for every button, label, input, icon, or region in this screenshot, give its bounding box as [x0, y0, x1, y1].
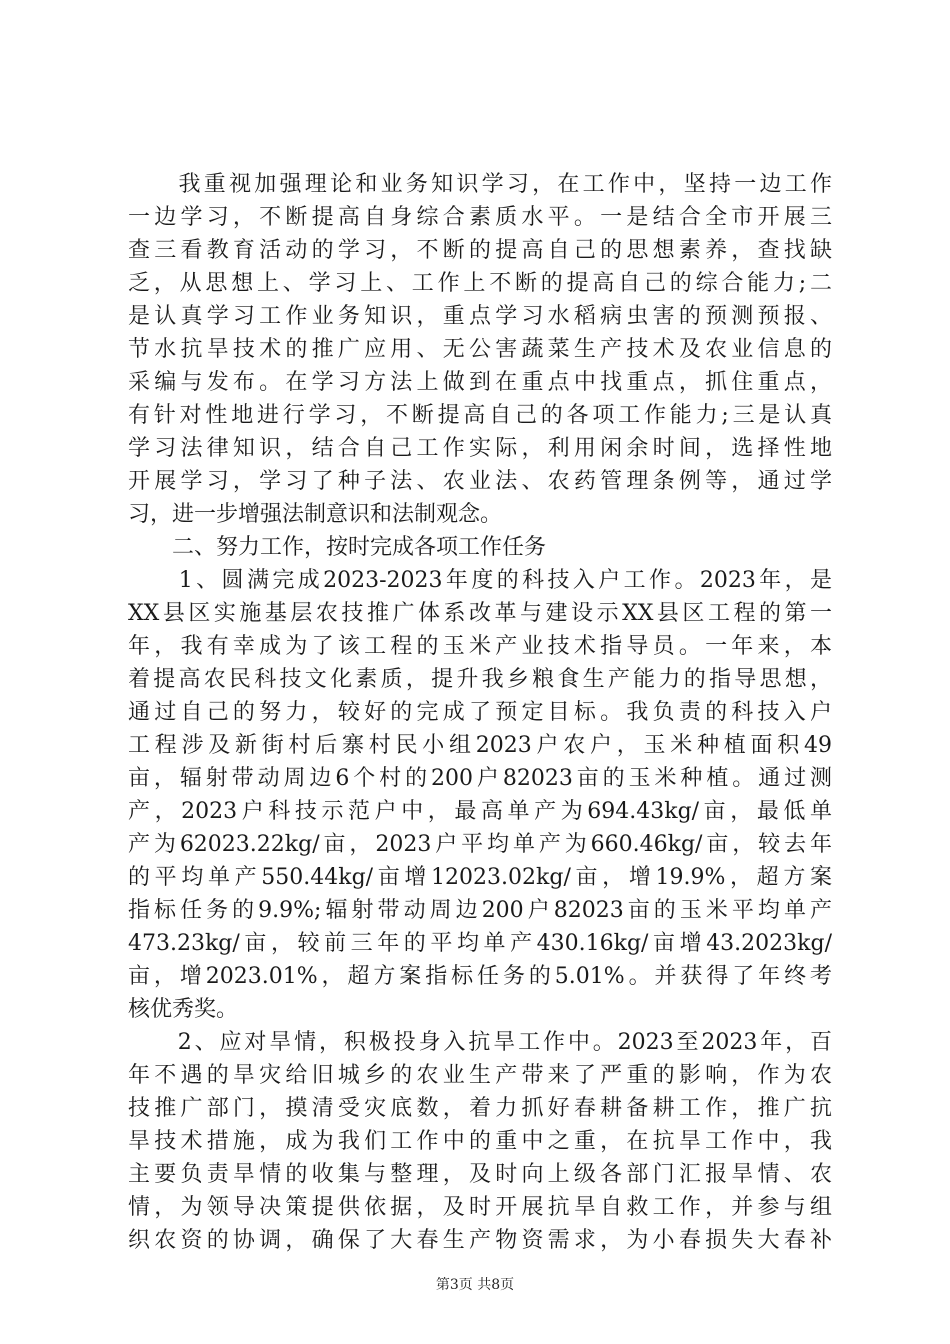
- text-line: 473.23kg/亩，较前三年的平均单产430.16kg/亩增43.2023kg/: [128, 931, 832, 956]
- text-line: 1、圆满完成2023-2023年度的科技入户工作。2023年，是: [128, 568, 832, 593]
- text-line: 主要负责旱情的收集与整理，及时向上级各部门汇报旱情、农: [128, 1162, 832, 1187]
- text-line: 亩，辐射带动周边6个村的200户82023亩的玉米种植。通过测: [128, 766, 832, 791]
- text-line: 年，我有幸成为了该工程的玉米产业技术指导员。一年来，本: [128, 634, 832, 659]
- text-line: 我重视加强理论和业务知识学习，在工作中，坚持一边工作: [128, 172, 832, 197]
- text-line: 有针对性地进行学习，不断提高自己的各项工作能力;三是认真: [128, 403, 832, 428]
- text-line: 织农资的协调，确保了大春生产物资需求，为小春损失大春补: [128, 1228, 832, 1253]
- text-line: 产，2023户科技示范户中，最高单产为694.43kg/亩，最低单: [128, 799, 832, 824]
- text-line: 年不遇的旱灾给旧城乡的农业生产带来了严重的影响，作为农: [128, 1063, 832, 1088]
- text-line: 乏，从思想上、学习上、工作上不断的提高自己的综合能力;二: [128, 271, 832, 296]
- text-line: 产为62023.22kg/亩，2023户平均单产为660.46kg/亩，较去年: [128, 832, 832, 857]
- text-line: 节水抗旱技术的推广应用、无公害蔬菜生产技术及农业信息的: [128, 337, 832, 362]
- text-line: 采编与发布。在学习方法上做到在重点中找重点，抓住重点，: [128, 370, 832, 395]
- text-line: 学习法律知识，结合自己工作实际，利用闲余时间，选择性地: [128, 436, 832, 461]
- text-line: 核优秀奖。: [128, 997, 239, 1022]
- text-line: 情，为领导决策提供依据，及时开展抗旱自救工作，并参与组: [128, 1195, 832, 1220]
- text-line: 查三看教育活动的学习，不断的提高自己的思想素养，查找缺: [128, 238, 832, 263]
- body-text: [128, 168, 832, 1257]
- text-line: 是认真学习工作业务知识，重点学习水稻病虫害的预测预报、: [128, 304, 832, 329]
- text-line: 着提高农民科技文化素质，提升我乡粮食生产能力的指导思想，: [128, 667, 832, 692]
- text-line: 通过自己的努力，较好的完成了预定目标。我负责的科技入户: [128, 700, 832, 725]
- page-number-footer: 第3页 共8页: [435, 1277, 515, 1293]
- text-line: 旱技术措施，成为我们工作中的重中之重，在抗旱工作中，我: [128, 1129, 832, 1154]
- text-line: 的平均单产550.44kg/亩增12023.02kg/亩，增19.9%，超方案: [128, 865, 832, 890]
- text-line: 一边学习，不断提高自身综合素质水平。一是结合全市开展三: [128, 205, 832, 230]
- text-line: 指标任务的9.9%;辐射带动周边200户82023亩的玉米平均单产: [128, 898, 832, 923]
- text-line: 亩，增2023.01%，超方案指标任务的5.01%。并获得了年终考: [128, 964, 832, 989]
- text-line: 习，进一步增强法制意识和法制观念。: [128, 502, 503, 527]
- text-line: 工程涉及新街村后寨村民小组2023户农户，玉米种植面积49: [128, 733, 832, 758]
- text-line: XX县区实施基层农技推广体系改革与建设示XX县区工程的第一: [128, 601, 832, 626]
- section-heading: 二、努力工作，按时完成各项工作任务: [128, 535, 547, 560]
- text-line: 2、应对旱情，积极投身入抗旱工作中。2023至2023年，百: [128, 1030, 832, 1055]
- text-line: 技推广部门，摸清受灾底数，着力抓好春耕备耕工作，推广抗: [128, 1096, 832, 1121]
- text-line: 开展学习，学习了种子法、农业法、农药管理条例等，通过学: [128, 469, 832, 494]
